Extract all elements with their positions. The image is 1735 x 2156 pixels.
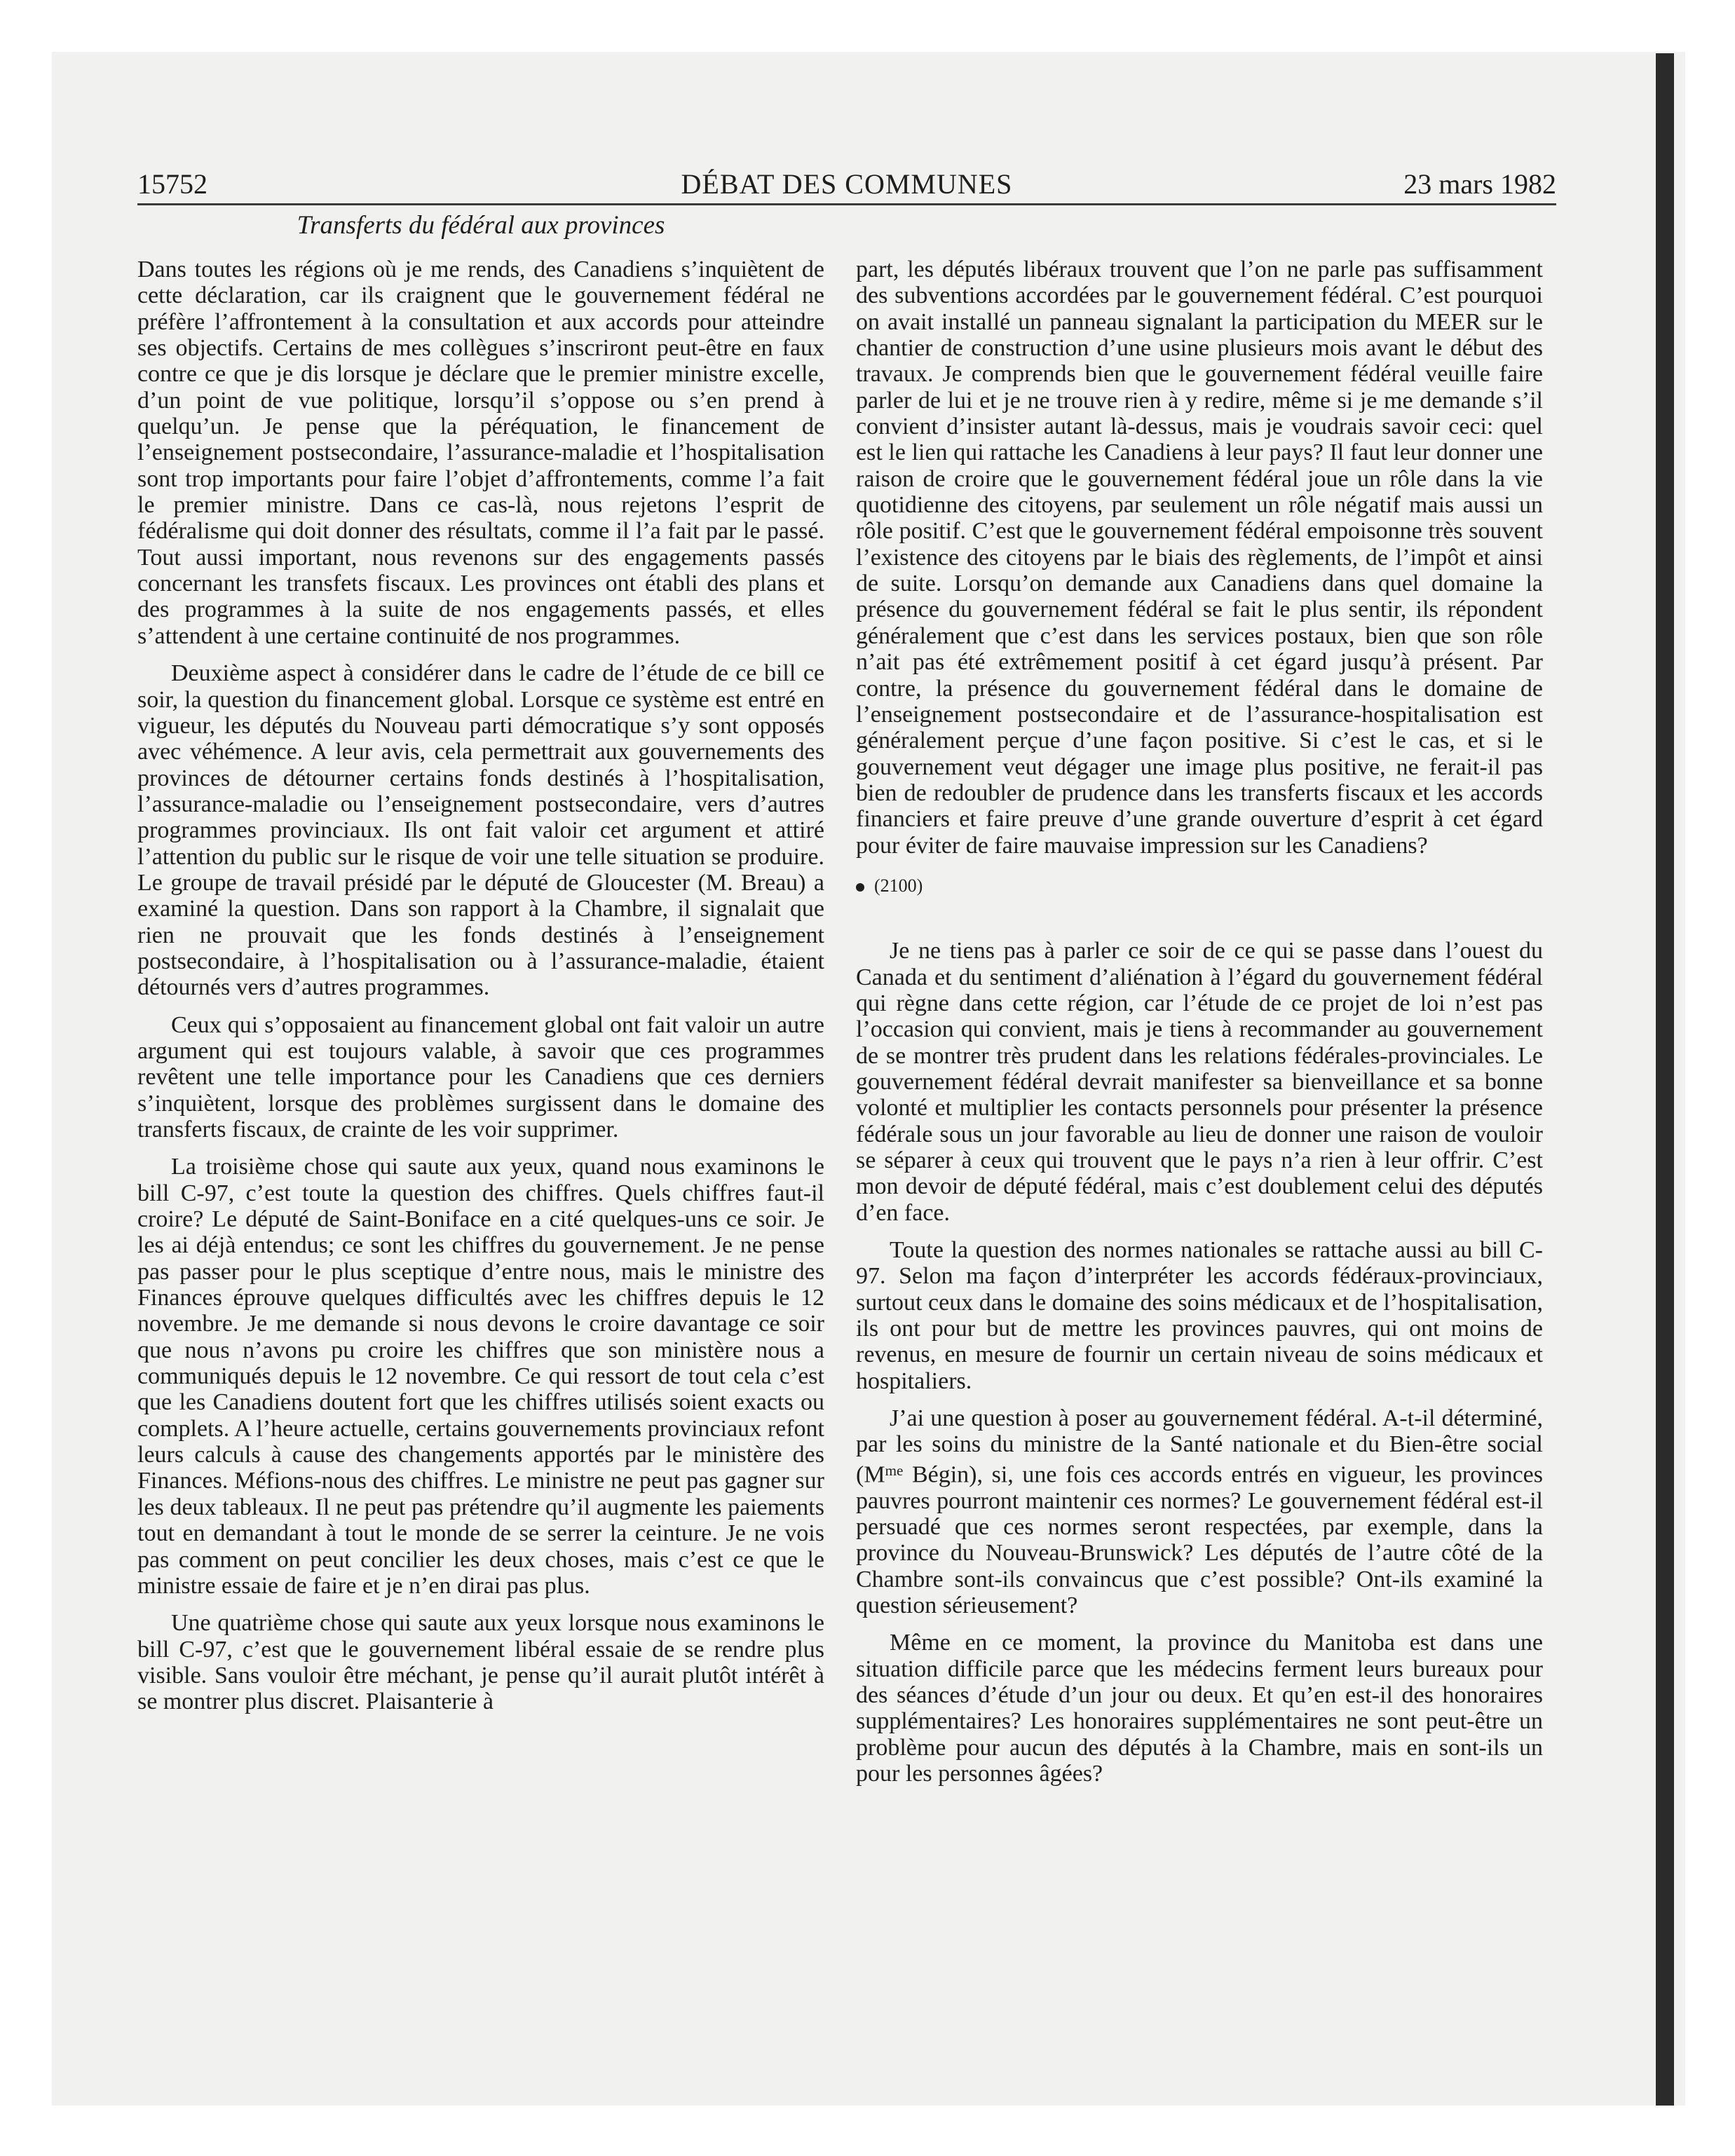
superscript: me (885, 1461, 904, 1479)
page-number: 15752 (137, 168, 207, 200)
page-date: 23 mars 1982 (1403, 168, 1556, 200)
paragraph: Toute la question des normes nationales se rattache aussi au bill C-97. Selon ma façon d’interpréter les accords fédéraux-provinciaux, surtout ceux dans le domaine des soins médicaux et de l’hospitalisation, ils ont pour but de mettre les provinces pauvres, qui ont moins de revenus, en mesure de fournir un certain niveau de soins médicaux et hospitaliers. (856, 1237, 1543, 1394)
left-column (137, 257, 824, 1726)
paragraph: Je ne tiens pas à parler ce soir de ce qui se passe dans l’ouest du Canada et du sentiment d’aliénation à l’égard du gouvernement fédéral qui règne dans cette région, car l’étude de ce projet de loi n’est pas l’occasion qui convient, mais je tiens à recommander au gouvernement de se montrer très prudent dans les relations fédérales-provinciales. Le gouvernement fédéral devrait manifester sa bienveillance et sa bonne volonté et multiplier les contacts personnels pour présenter la présence fédérale sous un jour favorable au lieu de donner une raison de vouloir se séparer à ceux qui trouvent que le pays n’a rien à leur offrir. C’est mon devoir de député fédéral, mais c’est doublement celui des députés d’en face. (856, 938, 1543, 1226)
paragraph-text: J’ai une question à poser au gouvernement fédéral. A-t-il déterminé, par les soins du ministre de la Santé nationale et du Bien-être social (M (856, 1405, 1543, 1488)
paragraph-text: Bégin), si, une fois ces accords entrés en vigueur, les provinces pauvres pourront maintenir ces normes? Le gouvernement fédéral est-il persuadé que ces normes seront respectées, par exemple, dans la province du Nouveau-Brunswick? Les députés de l’autre côté de la Chambre sont-ils convaincus que c’est possible? Ont-ils examiné la question sérieusement? (856, 1461, 1543, 1618)
paragraph: Ceux qui s’opposaient au financement global ont fait valoir un autre argument qui est toujours valable, à savoir que ces programmes revêtent une telle importance pour les Canadiens que ces derniers s’inquiètent, lorsque des problèmes surgissent dans le domaine des transferts fiscaux, de crainte de les voir supprimer. (137, 1011, 824, 1142)
paragraph: Dans toutes les régions où je me rends, des Canadiens s’inquiètent de cette déclaration, car ils craignent que le gouvernement fédéral ne préfère l’affrontement à la consultation et aux accords pour atteindre ses objectifs. Certains de mes collègues s’inscriront peut-être en faux contre ce que je dis lorsque je déclare que le premier ministre excelle, d’un point de vue politique, lorsqu’il s’oppose ou s’en prend à quelqu’un. Je pense que la péréquation, le financement de l’enseignement postsecondaire, l’assurance-maladie et l’hospitalisation sont trop importants pour faire l’objet d’affrontements, comme l’a fait le premier ministre. Dans ce cas-là, nous rejetons l’esprit de fédéralisme qui doit donner des résultats, comme il l’a fait par le passé. Tout aussi important, nous revenons sur des engagements passés concernant les transfets fiscaux. Les provinces ont établi des plans et des programmes à la suite de nos engagements passés, et elles s’attendent à une certaine continuité de nos programmes. (137, 257, 824, 649)
time-marker (856, 873, 1543, 899)
paragraph: La troisième chose qui saute aux yeux, quand nous examinons le bill C-97, c’est toute la question des chiffres. Quels chiffres faut-il croire? Le député de Saint-Boniface en a cité quelques-uns ce soir. Je les ai déjà entendus; ce sont les chiffres du gouvernement. Je ne pense pas passer pour le plus sceptique d’entre nous, mais le ministre des Finances éprouve quelques difficultés avec les chiffres depuis le 12 novembre. Je me demande si nous devons le croire davantage ce soir que nous n’avons pu croire les chiffres que son ministère nous a communiqués depuis le 12 novembre. Ce qui ressort de tout cela c’est que les Canadiens doutent fort que les chiffres utilisés soient exacts ou complets. A l’heure actuelle, certains gouvernements provinciaux refont leurs calculs à cause des changements apportés par le ministère des Finances. Méfions-nous des chiffres. Le ministre ne peut pas gagner sur les deux tableaux. Il ne peut pas prétendre qu’il augmente les paiements tout en demandant à tout le monde de se serrer la ceinture. Je ne vois pas comment on peut concilier les deux choses, mais c’est ce que le ministre essaie de faire et je n’en dirai pas plus. (137, 1154, 824, 1599)
paragraph: Une quatrième chose qui saute aux yeux lorsque nous examinons le bill C-97, c’est que le gouvernement libéral essaie de se rendre plus visible. Sans vouloir être méchant, je pense qu’il aurait plutôt intérêt à se montrer plus discret. Plaisanterie à (137, 1610, 824, 1715)
time-marker-label: (2100) (874, 875, 923, 896)
right-column (856, 257, 1543, 1798)
running-header (137, 160, 1556, 205)
bullet-icon (856, 883, 864, 892)
page-spine-shadow (1656, 53, 1674, 2106)
paragraph: Même en ce moment, la province du Manitoba est dans une situation difficile parce que les médecins ferment leurs bureaux pour des séances d’étude d’un jour ou deux. Et qu’en est-il des honoraires supplémentaires? Les honoraires supplémentaires ne sont peut-être un problème pour aucun des députés à la Chambre, mais en sont-ils un pour les personnes âgées? (856, 1630, 1543, 1787)
paragraph: Deuxième aspect à considérer dans le cadre de l’étude de ce bill ce soir, la question du financement global. Lorsque ce système est entré en vigueur, les députés du Nouveau parti démocratique s’y sont opposés avec véhémence. A leur avis, cela permettrait aux gouvernements des provinces de détourner certains fonds destinés à l’hospitalisation, l’assurance-maladie ou l’enseignement postsecondaire, vers d’autres programmes provinciaux. Ils ont fait valoir cet argument et attiré l’attention du public sur le risque de voir une telle situation se produire. Le groupe de travail présidé par le député de Gloucester (M. Breau) a examiné la question. Dans son rapport à la Chambre, il signalait que rien ne prouvait que les fonds destinés à l’enseignement postsecondaire, à l’hospitalisation ou à l’assurance-maladie, étaient détournés vers d’autres programmes. (137, 660, 824, 1001)
publication-title: DÉBAT DES COMMUNES (681, 168, 1013, 200)
paragraph: part, les députés libéraux trouvent que l’on ne parle pas suffisamment des subventions accordées par le gouvernement fédéral. C’est pourquoi on avait installé un panneau signalant la participation du MEER sur le chantier de construction d’une usine plusieurs mois avant le début des travaux. Je comprends bien que le gouvernement fédéral veuille faire parler de lui et je ne trouve rien à y redire, même si je me demande s’il convient d’insister autant là-dessus, mais je voudrais savoir ceci: quel est le lien qui rattache les Canadiens à leur pays? Il faut leur donner une raison de croire que le gouvernement fédéral joue un rôle dans la vie quotidienne des citoyens, par seulement un rôle négatif mais aussi un rôle positif. C’est que le gouvernement fédéral empoisonne très souvent l’existence des citoyens par le biais des règlements, de l’impôt et ainsi de suite. Lorsqu’on demande aux Canadiens dans quel domaine la présence du gouvernement fédéral se fait le plus sentir, ils répondent généralement que c’est dans les services postaux, bien que son rôle n’ait pas été extrêmement positif à cet égard jusqu’à présent. Par contre, la présence du gouvernement fédéral dans le domaine de l’enseignement postsecondaire et de l’assurance-hospitalisation est généralement perçue d’une façon positive. Si c’est le cas, et si le gouvernement veut dégager une image plus positive, ne ferait-il pas bien de redoubler de prudence dans les transferts fiscaux et les accords financiers et faire preuve d’une grande ouverture d’esprit à cet égard pour éviter de faire mauvaise impression sur les Canadiens? (856, 257, 1543, 859)
paragraph (856, 1405, 1543, 1618)
section-title: Transferts du fédéral aux provinces (297, 211, 665, 240)
